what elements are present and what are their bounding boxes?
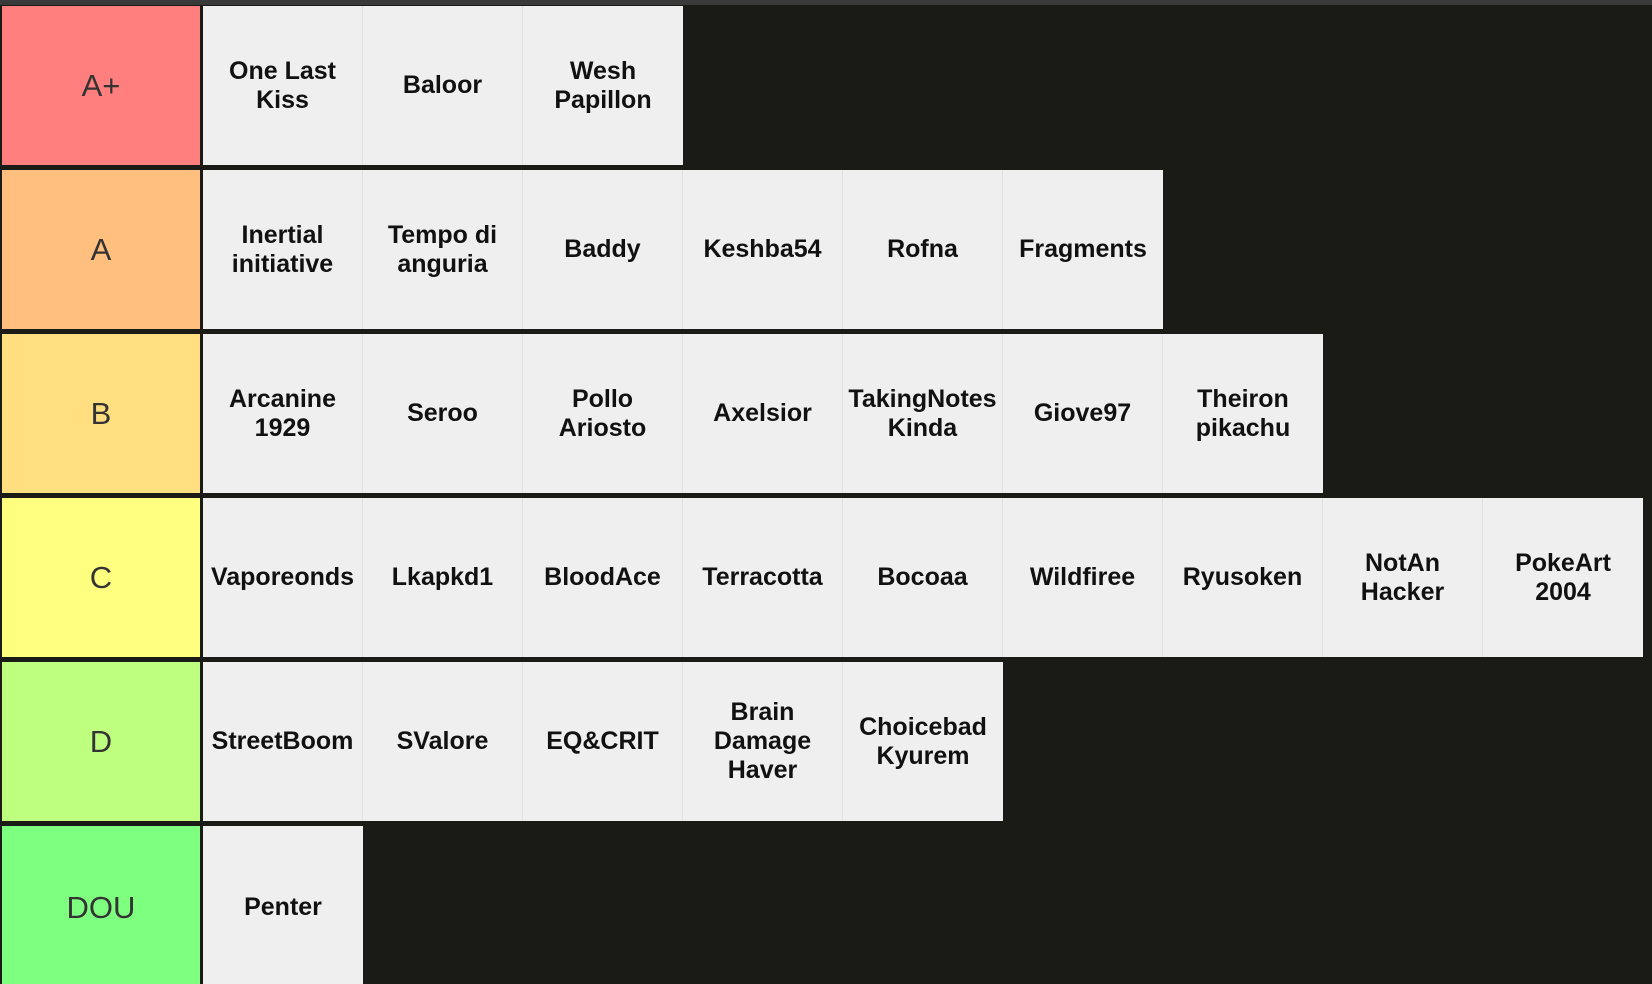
tier-label[interactable]: A+ — [0, 6, 200, 165]
tier-row — [0, 826, 1652, 984]
tier-item-card[interactable]: Fragments — [1003, 170, 1163, 329]
tier-row — [0, 170, 1652, 329]
tier-label[interactable]: DOU — [0, 826, 200, 984]
tier-item-card[interactable]: Wesh Papillon — [523, 6, 683, 165]
tier-item-card[interactable]: NotAn Hacker — [1323, 498, 1483, 657]
tier-item-card[interactable]: Baloor — [363, 6, 523, 165]
tier-item-card[interactable]: Wildfiree — [1003, 498, 1163, 657]
tier-item-card[interactable]: Tempo di anguria — [363, 170, 523, 329]
tier-item-card[interactable]: Rofna — [843, 170, 1003, 329]
tier-label[interactable]: C — [0, 498, 200, 657]
tier-item-card[interactable]: BloodAce — [523, 498, 683, 657]
tier-item-card[interactable]: Penter — [203, 826, 363, 984]
tier-row — [0, 498, 1652, 657]
tier-label[interactable]: B — [0, 334, 200, 493]
tier-items[interactable] — [203, 6, 683, 165]
tier-item-card[interactable]: EQ&CRIT — [523, 662, 683, 821]
tier-item-card[interactable]: Theiron pikachu — [1163, 334, 1323, 493]
tier-item-card[interactable]: Inertial initiative — [203, 170, 363, 329]
tier-row — [0, 662, 1652, 821]
tier-item-card[interactable]: Axelsior — [683, 334, 843, 493]
tier-row — [0, 334, 1652, 493]
tier-item-card[interactable]: Terracotta — [683, 498, 843, 657]
tier-item-card[interactable]: Brain Damage Haver — [683, 662, 843, 821]
tier-items[interactable] — [203, 826, 363, 984]
tier-item-card[interactable]: SValore — [363, 662, 523, 821]
tier-label[interactable]: A — [0, 170, 200, 329]
tier-item-card[interactable]: One Last Kiss — [203, 6, 363, 165]
tier-item-card[interactable]: Lkapkd1 — [363, 498, 523, 657]
tier-items[interactable] — [203, 662, 1003, 821]
tier-items[interactable] — [203, 498, 1643, 657]
tier-item-card[interactable]: Vaporeonds — [203, 498, 363, 657]
tier-items[interactable] — [203, 334, 1323, 493]
tier-item-card[interactable]: PokeArt 2004 — [1483, 498, 1643, 657]
tier-items[interactable] — [203, 170, 1163, 329]
tier-item-card[interactable]: Bocoaa — [843, 498, 1003, 657]
tier-item-card[interactable]: TakingNotes Kinda — [843, 334, 1003, 493]
tier-item-card[interactable]: Arcanine 1929 — [203, 334, 363, 493]
tier-item-card[interactable]: Keshba54 — [683, 170, 843, 329]
tier-item-card[interactable]: Pollo Ariosto — [523, 334, 683, 493]
tier-item-card[interactable]: Choicebad Kyurem — [843, 662, 1003, 821]
tier-item-card[interactable]: Seroo — [363, 334, 523, 493]
tier-item-card[interactable]: Giove97 — [1003, 334, 1163, 493]
tier-label[interactable]: D — [0, 662, 200, 821]
tier-item-card[interactable]: Baddy — [523, 170, 683, 329]
tier-item-card[interactable]: Ryusoken — [1163, 498, 1323, 657]
tier-item-card[interactable]: StreetBoom — [203, 662, 363, 821]
tier-row — [0, 6, 1652, 165]
